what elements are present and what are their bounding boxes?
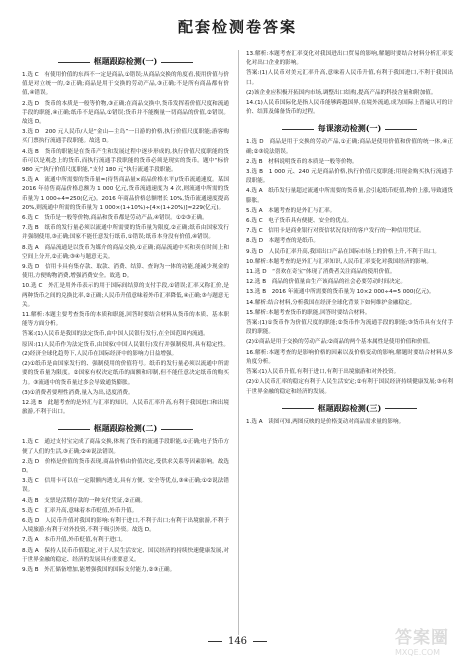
answer-paragraph: 14.解析:结合材料,分析我国在经济全球化背景下如何维护金融稳定。	[246, 299, 416, 306]
answer-paragraph: (2)①商品是用于交换的劳动产品;②商品的两个基本属性是使用价值和价值。	[246, 339, 434, 346]
answer-paragraph: 8.选 D 本题考查的是纸币。	[246, 238, 319, 245]
answer-paragraph: 9.选 B 外汇储备增加,能增强我国的国际支付能力,②③正确。	[22, 566, 176, 573]
answer-paragraph: 2.选 B 材料说明货币的本质是一般等价物。	[246, 158, 358, 165]
answer-paragraph: 12.选 B 商品的价值量由生产该商品的社会必要劳动时间决定。	[246, 279, 406, 286]
answer-paragraph: 5.选 A 流通中所需要的货币量=(待售商品量×商品价格水平)/货币流通速度。某国 2016 年待售商品价格总额为 1 000 亿元,货币流通速度为 4 次,则流通中所需的货币量为 1 000÷4=250(亿元)。2016 年商品价格总额增长 10%,货币流通速度提高 20%,则流通中所需的货币量为 1 000×(1+10%)÷[4×(1+20%)]≈229(亿元)。	[22, 177, 229, 211]
section-heading-3: 每课滚动检测(一)	[246, 122, 453, 134]
answer-paragraph: 答案:(1)人民币升值,有利于进口,有利于出境旅游和对外投资。	[246, 369, 400, 376]
answer-paragraph: 6.选 C 电子货币具有便捷、安全的优点。	[246, 218, 353, 225]
answer-paragraph: 7.选 B 纸币的发行量必须以流通中所需要的货币量为限度,②正确;纸币由国家发行并强制使用,③正确;国家不能任意发行纸币,①错误;纸币本身没有价值,④错误。	[22, 225, 229, 241]
answer-paragraph: 6.选 C 货币是一般等价物,商品和货币都是劳动产品,④错误。①②③正确。	[22, 215, 208, 222]
section-heading-1: 框题跟踪检测(一)	[22, 55, 229, 67]
answers-list-2	[22, 438, 229, 575]
answer-paragraph: 8.选 A 商品流通是以货币为媒介的商品交换,①正确;商品流通中买和卖在时间上和空间上分开,②正确;③④与题意无关。	[22, 244, 229, 260]
page-title: 配套检测卷答案	[177, 18, 297, 36]
answer-paragraph: 答案:(1)人民币对美元汇率升高,意味着人民币升值,有利于我国进口,不利于我国出口。	[246, 70, 453, 86]
watermark-logo: 答案圈 MXQE.COM	[395, 628, 449, 657]
answer-paragraph: 10.选 C 外汇是用外币表示的用于国际间结算的支付手段,①错误;汇率又称汇价,是两种货币之间的兑换比率,②正确;人民币升值意味着外币汇率降低,④正确;③与题意无关。	[22, 283, 229, 308]
answer-paragraph: 2.选 D 价格是价值的货币表现,商品价格由价值决定,受供求关系等因素影响。故选 D。	[22, 458, 229, 474]
answer-paragraph: 8.选 A 保持人民币币值稳定,对于人民生活安定、国民经济的持续快速健康发展,对于世界金融的稳定、经济的发展具有重要意义。	[22, 547, 229, 563]
answer-paragraph: 1.选 D 商品是用于交换的劳动产品,①正确;商品是使用价值和价值的统一体,④正确;②③说法错误。	[246, 139, 453, 155]
answer-paragraph: 3.选 C 信用卡可以在一定限额内透支,具有方便、安全等优点,③④正确;①②说法错误。	[22, 478, 229, 494]
section-heading-4: 框题跟踪检测(三)	[246, 402, 453, 414]
page-number: 146	[0, 636, 475, 647]
answer-paragraph: (3)①消费者要理性消费,量入为出,适度消费。	[22, 389, 134, 396]
answer-paragraph: 4.选 A 纸币发行量超过流通中所需要的货币量,会引起纸币贬值,物价上涨,导致通货膨胀。	[246, 188, 453, 204]
answer-paragraph: 9.选 D 人民币汇率升高,我国出口产品在国际市场上的价格上升,不利于出口。	[246, 248, 440, 255]
answers-list-4	[246, 418, 453, 427]
answer-paragraph: 1.选 C 有使用价值的东西不一定是商品,①错误;从商品交换的角度看,使用价值与价值是对立统一的,②正确;商品是用于交换的劳动产品,③正确;不是所有商品都有价值,④错误。	[22, 72, 229, 97]
column-divider	[238, 50, 239, 635]
answer-paragraph: 原因:(1)人民币作为法定货币,由国家(中国人民银行)发行并强制使用,具有稳定性。(2)经济全球化趋势下,人民币在国际经济中的影响力日益增强。	[22, 341, 229, 357]
answer-paragraph: 2.选 D 货币的本质是一般等价物,③正确;在商品交换中,货币发挥着价值尺度和流通手段的职能,④正确;纸币不是商品,①错误;货币并不能衡量一切商品的价值,②错误。故选 D。	[22, 100, 229, 126]
answer-paragraph: 3.选 D 200 元人民币/人是“金山—主岛”一日游的价格,执行价值尺度职能;游客购买门票执行流通手段职能。故选 D。	[22, 129, 229, 145]
answer-paragraph: 7.选 C 信用卡是商业银行对资信状况良好的客户发行的一种信用凭证。	[246, 228, 425, 235]
answer-paragraph: 6.选 D 人民币升值对我国的影响:有利于进口,不利于出口;有利于出境旅游,不利于入境旅游;有利于对外投资,不利于吸引外资。故选 D。	[22, 517, 229, 534]
section-heading-2: 框题跟踪检测(二)	[22, 422, 229, 434]
answer-paragraph: (2)①人民币汇率的稳定有利于人民生活安定;②有利于国民经济持续健康发展;③有利于世界金融的稳定和经济的发展。	[246, 379, 453, 395]
answer-paragraph: 3.选 B 1 000 元、240 元是商品价格,执行价值尺度职能;用现金购买执行流通手段职能。	[246, 169, 453, 185]
answer-paragraph: 1.选 C 通过支付宝完成了商品交换,体现了货币的流通手段职能,①正确;电子货币方便了人们的生活,③正确;②④说法错误。	[22, 439, 229, 455]
answer-paragraph: 13.解析:本题考查汇率变化对我国进出口贸易的影响,解题时要结合材料分析汇率变化对出口企业的影响。	[246, 51, 453, 67]
answer-paragraph: 14.(1)人民币国际化是指人民币能够跨越国界,在境外流通,成为国际上普遍认可的计价、结算及储备货币的过程。	[246, 100, 453, 116]
answer-paragraph: 12.选 B 此题考查的是外汇与汇率的知识。人民币汇率升高,有利于我国进口和出境旅游,不利于出口。	[22, 399, 229, 416]
answer-paragraph: 答案:(1)①货币作为价值尺度的职能;②货币作为流通手段的职能;③货币具有支付手段的职能。	[246, 320, 453, 336]
answer-paragraph: 15.解析:本题考查货币的职能,回答时要结合材料。	[246, 309, 371, 316]
answer-paragraph: 9.选 D 信用卡具有集存款、取款、消费、结算、查询为一体的功能,能减少现金的使用,方便购物消费,增强消费安全。故选 D。	[22, 264, 229, 280]
answer-paragraph: 5.选 A 本题考查的是外汇与汇率。	[246, 207, 336, 214]
answer-paragraph: 4.选 B 货币的职能是在货币产生和发展过程中逐步形成的,执行价值尺度职能的货币可以是观念上的货币,而执行流通手段职能的货币必须是现实的货币。题中“标价 980 元”执行价值尺度职能,“支付 180 元”执行流通手段职能。	[22, 148, 229, 174]
answer-paragraph: 7.选 A 本币升值,外币贬值,有利于进口。	[22, 537, 126, 544]
answer-paragraph: 1.选 A 读图可知,两图反映的是价格变动对商品需求量的影响。	[246, 418, 405, 425]
answer-paragraph: 13.选 B 2016 年流通中所需要的货币量为 10×2 000÷4=5 000(亿元)。	[246, 289, 435, 296]
answer-paragraph: 11.解析:本题主要考查货币的本质和职能,回答时要结合材料从货币的本质、基本职能等方面分析。	[22, 312, 229, 328]
answer-paragraph: (2)该企业应积极开拓国内市场,调整出口结构,提高产品的科技含量和附加值。	[246, 89, 437, 96]
answer-paragraph: 16.解析:本题考查的是影响价格的因素以及价格变动的影响,解题时要结合材料从多角度分析。	[246, 349, 453, 365]
answer-paragraph: 10.解析:本题考查的是外汇与汇率知识,人民币汇率变化对我国经济的影响。	[246, 258, 432, 265]
left-column	[22, 50, 229, 630]
answer-paragraph: 4.选 B 支票是活期存款的一种支付凭证,②正确。	[22, 497, 147, 504]
answer-paragraph: 5.选 C 汇率升高,意味着本币贬值,外币升值。	[22, 507, 138, 514]
answer-paragraph: 11.选 D “喜欢在奇宝”体现了消费者关注商品的使用价值。	[246, 269, 396, 276]
right-column	[246, 50, 453, 630]
answer-paragraph: (2)①纸币是由国家发行的、强制使用的价值符号。纸币的发行量必须以流通中所需要的货币量为限度。②国家有权决定纸币的面额和印制,但不能任意决定纸币的购买力。③流通中的货币量过多会导致通货膨胀。	[22, 361, 229, 386]
answers-list-top-right	[246, 50, 453, 117]
answers-list-3	[246, 138, 453, 396]
answers-list-1	[22, 71, 229, 417]
answer-paragraph: 答案:(1)人民币是我国的法定货币,由中国人民银行发行,在全国范围内流通。	[22, 331, 209, 338]
